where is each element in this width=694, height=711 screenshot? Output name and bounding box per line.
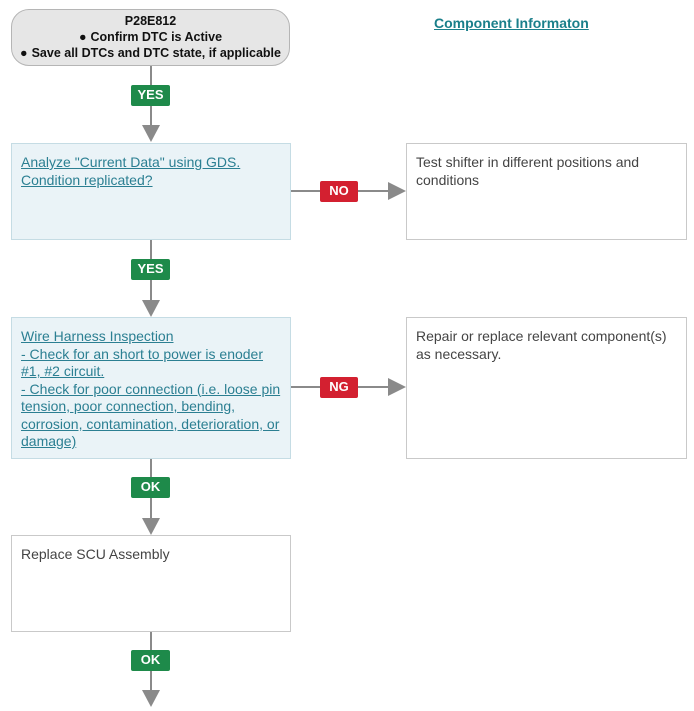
arrow-down [142,300,160,317]
step-replace-scu-assembly [11,535,291,632]
arrow-down [142,518,160,535]
step-analyze-current-data [11,143,291,240]
repair-replace-box [406,317,687,459]
arrow-right [388,378,406,396]
start-bullet: ● Confirm DTC is Active [78,30,223,44]
poor-connection-check-link[interactable]: - Check for poor connection (i.e. loose pin tension, poor connection, bending, corrosion, contamination, deterioration, or damage) [21,380,281,449]
arrow-down [142,690,160,707]
arrow-right [388,182,406,200]
analyze-current-data-link[interactable]: Analyze "Current Data" using GDS. [21,154,241,170]
arrow-down [142,125,160,142]
wire-harness-inspection-link[interactable]: Wire Harness Inspection [21,328,174,344]
test-shifter-text: Test shifter in different positions and conditions [416,154,640,188]
ok-badge: OK [131,650,170,671]
start-bullet: ● Save all DTCs and DTC state, if applicable [20,46,281,60]
no-badge: NO [320,181,358,202]
yes-badge: YES [131,259,170,280]
yes-badge: YES [131,85,170,106]
short-to-power-check-link[interactable]: - Check for an short to power is enoder #1, #2 circuit. [21,345,264,379]
repair-replace-text: Repair or replace relevant component(s) as necessary. [416,328,667,362]
start-node [11,9,290,66]
dtc-code: P28E812 [124,14,177,28]
ng-badge: NG [320,377,358,398]
component-information-link[interactable]: Component Informaton [434,15,589,31]
step-wire-harness-inspection [11,317,291,459]
condition-replicated-link[interactable]: Condition replicated? [21,171,153,188]
test-shifter-box [406,143,687,240]
replace-scu-text: Replace SCU Assembly [21,546,170,562]
ok-badge: OK [131,477,170,498]
